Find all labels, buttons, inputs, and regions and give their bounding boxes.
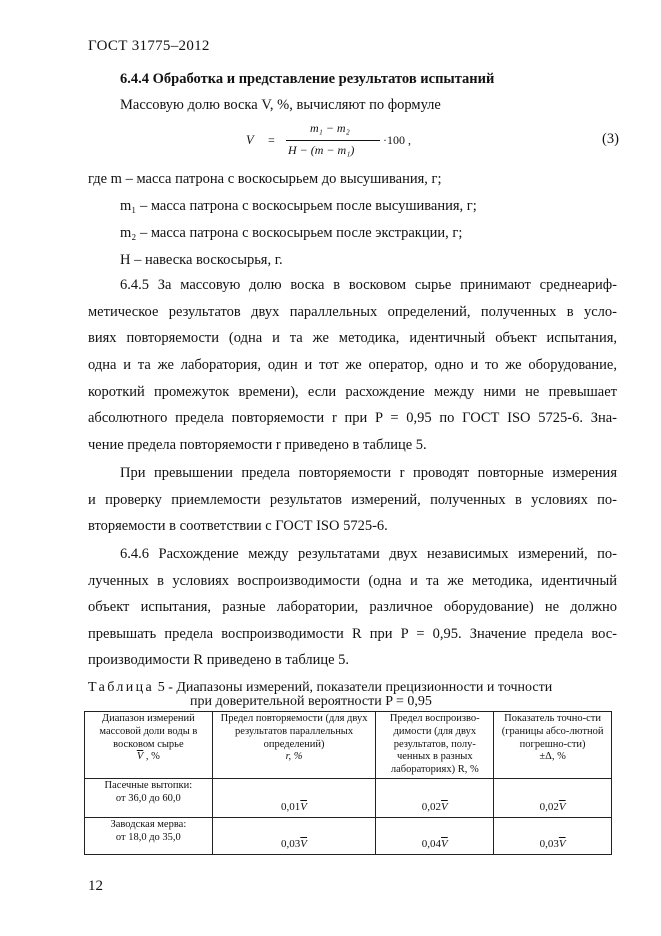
formula-equals: =	[268, 133, 275, 147]
delta-cell: $0,03\overline{V}$	[494, 817, 612, 854]
where-line: где m – масса патрона с воскосырьем до высушивания, г;	[88, 171, 442, 187]
header-reproducibility: Предел воспроизво-димости (для двух результатов, полу-ченных в разных лабораториях) R, %	[376, 712, 494, 779]
header-range: Диапазон измерений массовой доли воды в восковом сырье $\overline{V}$ , %	[85, 712, 213, 779]
where-line: H – навеска воскосырья, г.	[120, 252, 283, 268]
paragraph-line: абсолютного предела повторяемости r при P = 0,95 по ГОСТ ISO 5725-6. Зна-	[88, 410, 617, 426]
table-caption-text: 5 - Диапазоны измерений, показатели прецизионности и точности	[154, 680, 553, 695]
formula-denominator: H − (m − m₁)	[288, 143, 355, 157]
header-accuracy: Показатель точно-сти (границы абсо-лютной погрешно-сти) ±Δ, %	[494, 712, 612, 779]
formula-intro: Массовую долю воска V, %, вычисляют по формуле	[120, 97, 441, 113]
formula-3	[246, 121, 446, 161]
paragraph-line: одна и та же лаборатория, один и тот же оператор, одно и то же оборудование,	[88, 357, 617, 373]
range-cell: Заводская мерва: от 18,0 до 35,0	[85, 817, 213, 854]
paragraph-line: и проверку приемлемости результатов измерений, полученных в условиях по-	[88, 492, 617, 508]
paragraph-line: производимости R приведено в таблице 5.	[88, 652, 350, 668]
table-5	[84, 711, 612, 855]
paragraph-line: превышать предела воспроизводимости R при P = 0,95. Значение предела вос-	[88, 626, 617, 642]
equation-number: (3)	[602, 131, 619, 147]
table-row	[85, 817, 612, 854]
paragraph-line: При превышении предела повторяемости r проводят повторные измерения	[120, 465, 617, 481]
table-header-row	[85, 712, 612, 779]
range-cell: Пасечные вытопки: от 36,0 до 60,0	[85, 778, 213, 817]
where-line: m₂ – масса патрона с воскосырьем после экстракции, г;	[120, 225, 463, 241]
paragraph-line: 6.4.6 Расхождение между результатами двух независимых измерений, по-	[120, 546, 617, 562]
paragraph-line: чение предела повторяемости r приведено в таблице 5.	[88, 437, 427, 453]
page-number: 12	[88, 878, 103, 894]
delta-cell: $0,02\overline{V}$	[494, 778, 612, 817]
table-caption-line2: при доверительной вероятности P = 0,95	[190, 694, 432, 709]
R-cell: $0,02\overline{V}$	[376, 778, 494, 817]
paragraph-line: 6.4.5 За массовую долю воска в восковом сырье принимают среднеариф-	[120, 277, 617, 293]
paragraph-line: вторяемости в соответствии с ГОСТ ISO 5725-6.	[88, 518, 388, 534]
paragraph-line: короткий промежуток времени), если расхождение между ними не превышает	[88, 384, 617, 400]
r-cell: $0,03\overline{V}$	[212, 817, 376, 854]
formula-lhs: V	[246, 133, 254, 147]
header-repeatability: Предел повторяемости (для двух результатов параллельных определений) r, %	[212, 712, 376, 779]
paragraph-line: метическое результатов двух параллельных определений, полученных в усло-	[88, 304, 617, 320]
formula-tail: ·100 ,	[383, 133, 411, 147]
fraction-bar	[286, 140, 380, 141]
section-title: 6.4.4 Обработка и представление результатов испытаний	[120, 71, 495, 87]
table-row	[85, 778, 612, 817]
document-header: ГОСТ 31775–2012	[88, 38, 210, 54]
table-caption-label: Таблица	[88, 680, 155, 695]
r-cell: $0,01\overline{V}$	[212, 778, 376, 817]
formula-numerator: m₁ − m₂	[310, 121, 350, 135]
paragraph-line: виях повторяемости (одна и та же методика, идентичный объект испытания,	[88, 330, 617, 346]
paragraph-line: лученных в условиях воспроизводимости (одна и та же методика, идентичный	[88, 573, 617, 589]
R-cell: $0,04\overline{V}$	[376, 817, 494, 854]
paragraph-line: объект испытания, разные лаборатории, различное оборудование) не должно	[88, 599, 617, 615]
where-line: m₁ – масса патрона с воскосырьем после высушивания, г;	[120, 198, 477, 214]
